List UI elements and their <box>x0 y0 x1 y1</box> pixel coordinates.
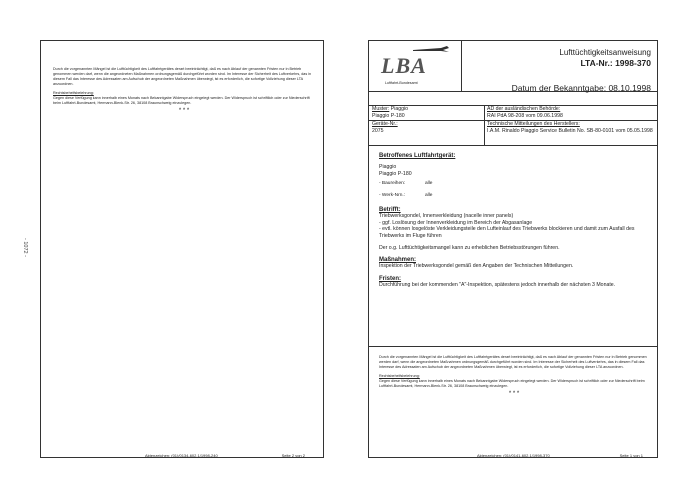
betrifft-line-3: - evtl. können losgelöste Verkleidungsteile den Lufteinlauf des Triebwerks blockieren und damit zum Ausfall des Triebwerks im Fluge führen <box>379 226 635 239</box>
file-reference: Aktenzeichen: (01)/0141-602.1/1998-370 <box>477 453 550 458</box>
massnahmen-title: Maßnahmen: <box>379 257 417 264</box>
page-number: Seite 1 von 1 <box>619 453 643 458</box>
betroffen-1: Piaggio <box>379 164 397 170</box>
betrifft-note: Der o.g. Lufttüchtigkeitsmangel kann zu erheblichen Betriebsstörungen führen. <box>379 244 560 251</box>
tech-value: I.A.M. Rinaldo Piaggio Service Bulletin No. SB-80-0101 vom 05.05.1998 <box>487 127 653 134</box>
betrifft-line-2: - ggf. Loslösung der Innenverkleidung im Bereich der Abgasanlage <box>379 219 533 226</box>
file-reference: Aktenzeichen: (01)/0134-602.1/1998-240 <box>145 453 218 458</box>
fristen-title: Fristen: <box>379 275 402 282</box>
publication-date: Datum der Bekanntgabe: 08.10.1998 <box>511 83 651 93</box>
margin-page-note: - 1072 - <box>22 238 28 257</box>
tech-cell <box>484 120 657 135</box>
section-divider <box>369 346 657 347</box>
geraete-value: 2075 <box>372 127 384 134</box>
betrifft-line-1: Triebwerksgondel, Innenverkleidung (nacelle inner panels) <box>379 213 514 220</box>
massnahmen-text: Inspektion der Triebwerksgondel gemäß den Angaben der Technischen Mitteilungen. <box>379 263 574 270</box>
werknr-label: - Werk-Nrn.: <box>379 193 406 199</box>
document-title: Lufttüchtigkeitsanweisung <box>559 48 651 57</box>
ad-cell <box>484 105 657 120</box>
baureihen-row <box>379 181 649 186</box>
ad-label: AD der ausländischen Behörde: <box>487 106 561 112</box>
page-number: Seite 2 von 2 <box>281 453 305 458</box>
document-body <box>379 153 649 288</box>
legal-section <box>379 355 649 397</box>
ad-value: RAI PdA 98-208 vom 09.06.1998 <box>487 112 563 119</box>
muster-model: Piaggio P-180 <box>372 112 405 119</box>
sofortvollzug-paragraph: Durch die vorgenannten Mängel ist die Lufttüchtigkeit des Luftfahrtgerätes derart beeinträchtigt, daß es nach Ablauf der genannten Fristen nur in Betrieb genommen werden darf, wenn die angeordneten Maßnahmen ordnungsgemäß durchgeführt worden sind. Im Interesse der Sicherheit des Luftverkehrs, das in diesem Fall das Interesse des Adressaten am Aufschub der angeordneten Maßnahmen überwiegt, ist es erforderlich, die sofortige Vollziehung dieser LTA anzuordnen. <box>379 355 647 369</box>
lba-logo <box>369 41 462 91</box>
end-marker: * * * <box>178 108 190 114</box>
rechtsbehelf-title: Rechtsbehelfsbelehrung: <box>379 374 420 378</box>
werknr-value: alle <box>425 193 433 199</box>
lta-number: LTA-Nr.: 1998-370 <box>580 58 651 68</box>
betroffen-2: Piaggio P-180 <box>379 170 412 177</box>
betrifft-title: Betrifft: <box>379 207 401 214</box>
end-marker: * * * <box>508 391 520 397</box>
header-bottom-bar <box>369 91 657 106</box>
rechtsbehelf-text: Gegen diese Verfügung kann innerhalb eines Monats nach Bekanntgabe Widerspruch eingelegt werden. Der Widerspruch ist schriftlich oder zur Niederschrift beim Luftfahrt-Bundesamt, Hermann-Blenk-Str. 26, 38108 Braunschweig einzulegen. <box>53 96 310 105</box>
geraete-cell <box>369 120 484 135</box>
muster-value: Piaggio <box>390 106 409 112</box>
info-grid <box>369 105 657 146</box>
rechtsbehelf-text: Gegen diese Verfügung kann innerhalb eines Monats nach Bekanntgabe Widerspruch eingelegt werden. Der Widerspruch ist schriftlich oder zur Niederschrift beim Luftfahrt-Bundesamt, Hermann-Blenk-Str. 26, 38108 Braunschweig einzulegen. <box>379 379 645 388</box>
muster-cell <box>369 105 484 120</box>
document-header <box>369 41 657 92</box>
muster-label: Muster: <box>372 106 390 112</box>
logo-subtitle: Luftfahrt-Bundesamt <box>385 81 418 85</box>
baureihen-label: - Baureihen: <box>379 181 406 187</box>
tech-label: Technische Mitteilungen des Herstellers: <box>487 121 580 127</box>
sofortvollzug-paragraph: Durch die vorgenannten Mängel ist die Lufttüchtigkeit des Luftfahrtgerätes derart beeinträchtigt, daß es nach Ablauf der genannten Fristen nur in Betrieb genommen werden darf, wenn die angeordneten Maßnahmen ordnungsgemäß durchgeführt worden sind. Im Interesse der Sicherheit des Luftverkehrs, das in diesem Fall das Interesse des Adressaten am Aufschub der angeordneten Maßnahmen überwiegt, ist es erforderlich, die sofortige Vollziehung dieser LTA anzuordnen. <box>53 67 312 86</box>
document-page-right <box>368 40 658 458</box>
rechtsbehelf-title: Rechtsbehelfsbelehrung: <box>53 91 94 95</box>
fristen-text: Durchführung bei der kommenden "A"-Inspektion, spätestens jedoch innerhalb der nächsten 3 Monate. <box>379 281 616 288</box>
werknr-row <box>379 193 649 198</box>
logo-lettering: LBA <box>381 53 427 78</box>
geraete-label: Geräte-Nr.: <box>372 121 398 127</box>
baureihen-value: alle <box>425 181 433 187</box>
betroffen-title: Betroffenes Luftfahrtgerät: <box>379 153 456 159</box>
document-page-left <box>40 40 324 458</box>
